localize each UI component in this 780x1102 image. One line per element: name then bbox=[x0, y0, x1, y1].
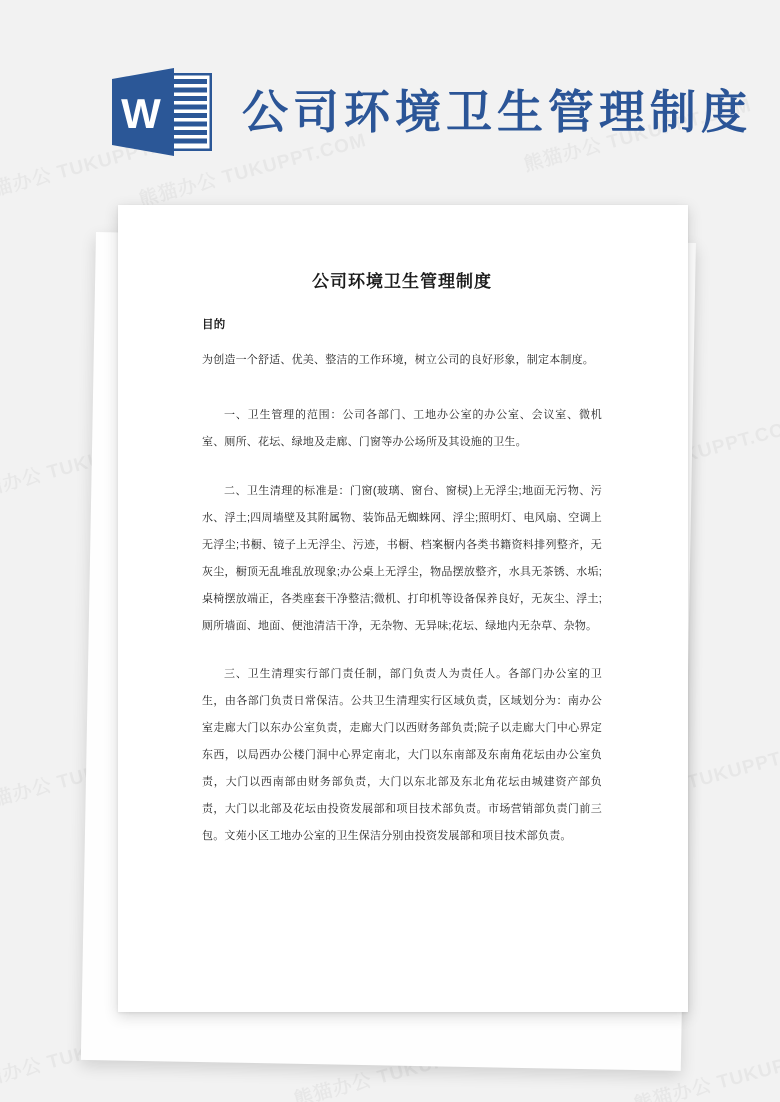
document-lead-paragraph: 为创造一个舒适、优美、整洁的工作环境，树立公司的良好形象，制定本制度。 bbox=[202, 354, 594, 366]
document-paragraph-3: 三、卫生清理实行部门责任制，部门负责人为责任人。各部门办公室的卫生，由各部门负责日常保洁。公共卫生清理实行区域负责，区域划分为：南办公室走廊大门以东办公室负责，走廊大门以西财务部负责;院子以走廊大门中心界定东西，以局西办公楼门洞中心界定南北，大门以东南部及东南角花坛由办公室负责，大门以西南部由财务部负责，大门以东北部及东北角花坛由城建资产部负责，大门以北部及花坛由投资发展部和项目技术部负责。市场营销部负责门前三包。文苑小区工地办公室的卫生保洁分别由投资发展部和项目技术部负责。 bbox=[202, 668, 602, 843]
page-title: 公司环境卫生管理制度 bbox=[242, 86, 752, 138]
document-paragraph-1: 一、卫生管理的范围：公司各部门、工地办公室的办公室、会议室、微机室、厕所、花坛、绿地及走廊、门窗等办公场所及其设施的卫生。 bbox=[202, 408, 602, 448]
svg-text:W: W bbox=[121, 90, 161, 137]
document-content bbox=[202, 267, 602, 872]
document-title: 公司环境卫生管理制度 bbox=[312, 272, 492, 291]
page-header bbox=[0, 62, 780, 162]
word-document-icon bbox=[108, 66, 216, 158]
document-page-front bbox=[118, 205, 688, 1012]
document-section-heading: 目的 bbox=[202, 319, 226, 331]
document-paragraph-2: 二、卫生清理的标准是：门窗(玻璃、窗台、窗棂)上无浮尘;地面无污物、污水、浮土;四周墙壁及其附属物、装饰品无蜘蛛网、浮尘;照明灯、电风扇、空调上无浮尘;书橱、镜子上无浮尘、污迹，书橱、档案橱内各类书籍资料排列整齐，无灰尘，橱顶无乱堆乱放现象;办公桌上无浮尘，物品摆放整齐，水具无茶锈、水垢;桌椅摆放端正，各类座套干净整洁;微机、打印机等设备保养良好，无灰尘、浮土;厕所墙面、地面、便池清洁干净，无杂物、无异味;花坛、绿地内无杂草、杂物。 bbox=[202, 484, 602, 632]
